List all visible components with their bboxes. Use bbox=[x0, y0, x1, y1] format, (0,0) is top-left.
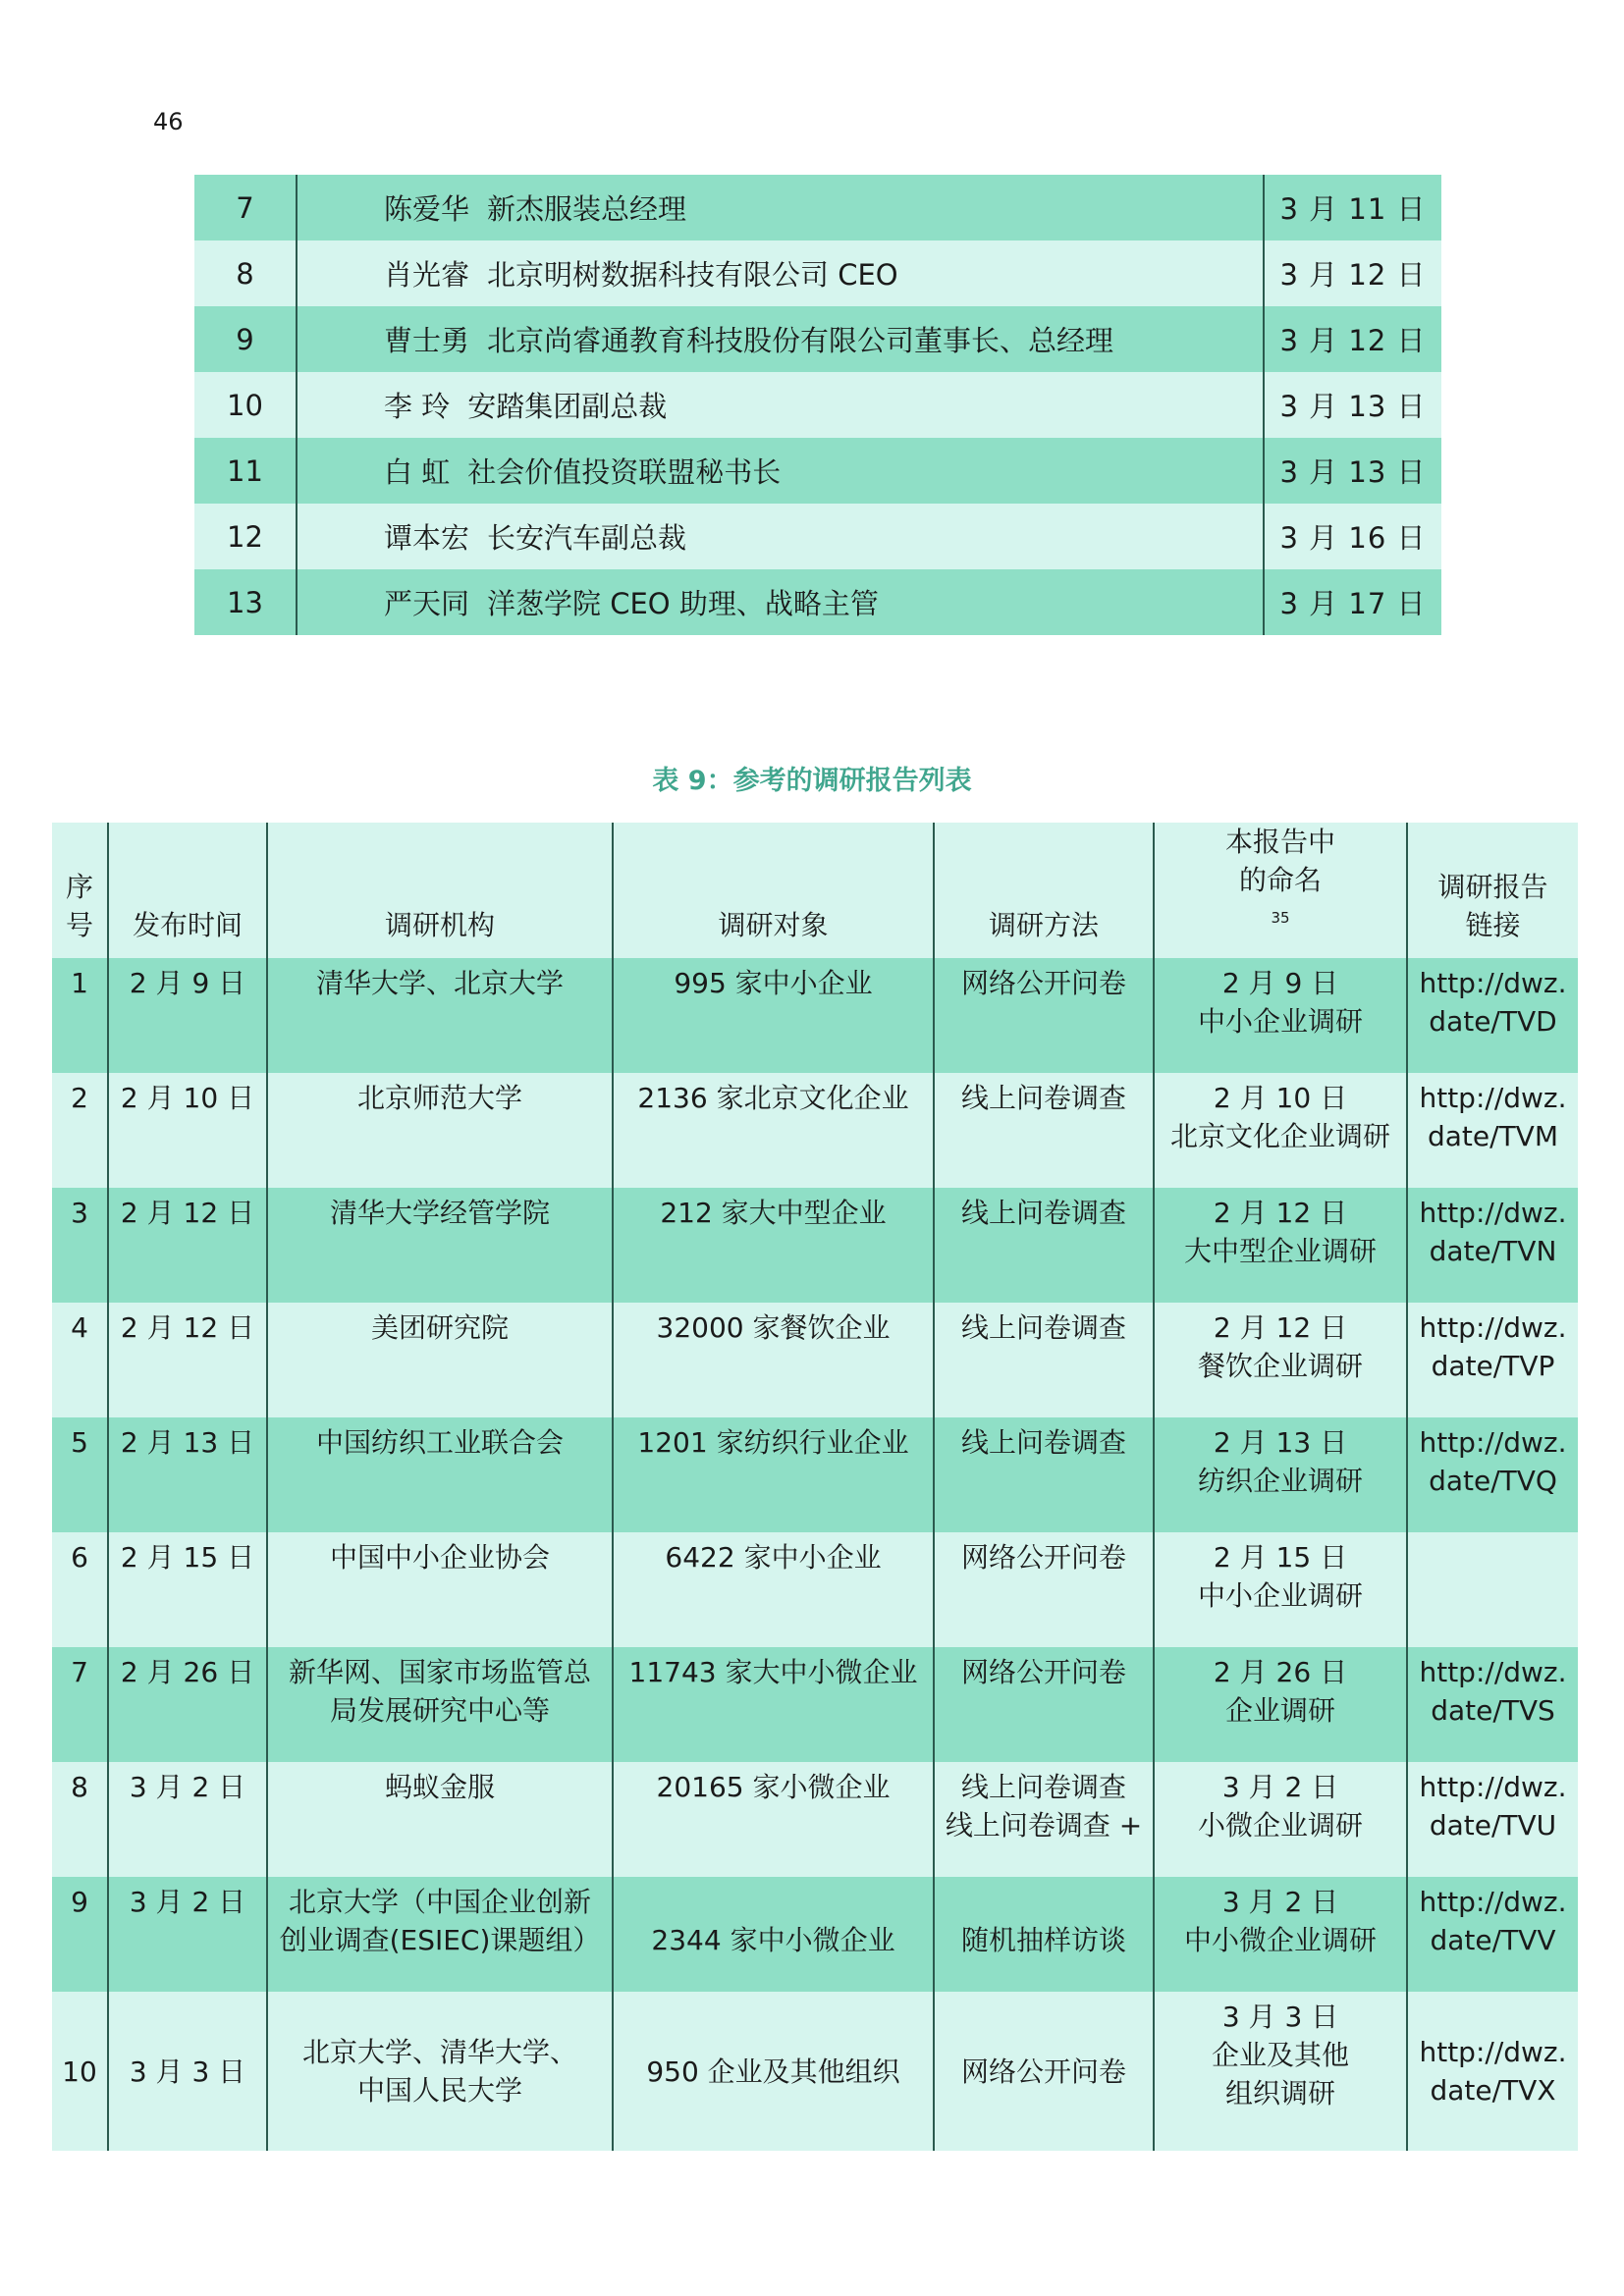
table-row bbox=[52, 1188, 1578, 1303]
cell-target: 950 企业及其他组织 bbox=[613, 1992, 934, 2151]
header-link: 调研报告 链接 bbox=[1407, 823, 1578, 958]
interviewee bbox=[297, 372, 1264, 438]
person-role: 北京明树数据科技有限公司 CEO bbox=[487, 258, 898, 292]
cell-org: 北京大学、清华大学、 中国人民大学 bbox=[267, 1992, 613, 2151]
cell-method: 随机抽样访谈 bbox=[934, 1877, 1154, 1992]
cell-seq: 4 bbox=[52, 1303, 108, 1417]
interviewee bbox=[297, 504, 1264, 569]
person-name: 陈爱华 bbox=[384, 192, 470, 226]
cell-link: http://dwz. date/TVS bbox=[1407, 1647, 1578, 1762]
person-name: 曹士勇 bbox=[384, 324, 470, 357]
cell-seq: 8 bbox=[52, 1762, 108, 1877]
table-row bbox=[194, 438, 1441, 504]
cell-method: 线上问卷调查 线上问卷调查 + bbox=[934, 1762, 1154, 1877]
cell-org: 美团研究院 bbox=[267, 1303, 613, 1417]
row-number: 9 bbox=[194, 306, 297, 372]
cell-seq: 2 bbox=[52, 1073, 108, 1188]
table-row bbox=[52, 1877, 1578, 1992]
cell-org: 蚂蚁金服 bbox=[267, 1762, 613, 1877]
cell-method: 网络公开问卷 bbox=[934, 1992, 1154, 2151]
cell-seq: 5 bbox=[52, 1417, 108, 1532]
cell-seq: 7 bbox=[52, 1647, 108, 1762]
cell-link: http://dwz. date/TVU bbox=[1407, 1762, 1578, 1877]
cell-time: 2 月 9 日 bbox=[108, 958, 267, 1073]
header-seq: 序 号 bbox=[52, 823, 108, 958]
row-number: 10 bbox=[194, 372, 297, 438]
cell-seq: 1 bbox=[52, 958, 108, 1073]
cell-target: 212 家大中型企业 bbox=[613, 1188, 934, 1303]
cell-org: 清华大学经管学院 bbox=[267, 1188, 613, 1303]
table-row bbox=[194, 240, 1441, 306]
person-role: 北京尚睿通教育科技股份有限公司董事长、总经理 bbox=[487, 324, 1114, 357]
cell-org: 中国纺织工业联合会 bbox=[267, 1417, 613, 1532]
cell-name: 3 月 2 日 小微企业调研 bbox=[1154, 1762, 1407, 1877]
row-number: 12 bbox=[194, 504, 297, 569]
cell-name: 3 月 2 日 中小微企业调研 bbox=[1154, 1877, 1407, 1992]
cell-target: 11743 家大中小微企业 bbox=[613, 1647, 934, 1762]
interviewee bbox=[297, 240, 1264, 306]
person-name: 肖光睿 bbox=[384, 258, 470, 292]
person-role: 洋葱学院 CEO 助理、战略主管 bbox=[487, 587, 879, 620]
person-role: 新杰服装总经理 bbox=[487, 192, 687, 226]
cell-method: 线上问卷调查 bbox=[934, 1303, 1154, 1417]
cell-method: 线上问卷调查 bbox=[934, 1073, 1154, 1188]
interviewee bbox=[297, 306, 1264, 372]
cell-link: http://dwz. date/TVX bbox=[1407, 1992, 1578, 2151]
table-row bbox=[52, 1417, 1578, 1532]
cell-target: 32000 家餐饮企业 bbox=[613, 1303, 934, 1417]
cell-link: http://dwz. date/TVP bbox=[1407, 1303, 1578, 1417]
person-name: 谭本宏 bbox=[384, 521, 470, 555]
cell-method: 网络公开问卷 bbox=[934, 1647, 1154, 1762]
cell-org: 新华网、国家市场监管总 局发展研究中心等 bbox=[267, 1647, 613, 1762]
interview-date: 3 月 11 日 bbox=[1264, 175, 1441, 240]
person-name: 白 虹 bbox=[384, 455, 451, 489]
person-role: 安踏集团副总裁 bbox=[467, 390, 668, 423]
footnote-marker: 35 bbox=[1271, 909, 1290, 927]
cell-method: 线上问卷调查 bbox=[934, 1188, 1154, 1303]
cell-name: 2 月 15 日 中小企业调研 bbox=[1154, 1532, 1407, 1647]
cell-name: 2 月 26 日 企业调研 bbox=[1154, 1647, 1407, 1762]
cell-name: 2 月 12 日 餐饮企业调研 bbox=[1154, 1303, 1407, 1417]
cell-time: 2 月 10 日 bbox=[108, 1073, 267, 1188]
cell-org: 北京大学（中国企业创新 创业调查(ESIEC)课题组） bbox=[267, 1877, 613, 1992]
cell-time: 2 月 26 日 bbox=[108, 1647, 267, 1762]
interviewee bbox=[297, 438, 1264, 504]
interviewee bbox=[297, 175, 1264, 240]
cell-target: 20165 家小微企业 bbox=[613, 1762, 934, 1877]
cell-name: 2 月 9 日 中小企业调研 bbox=[1154, 958, 1407, 1073]
cell-target: 6422 家中小企业 bbox=[613, 1532, 934, 1647]
cell-seq: 6 bbox=[52, 1532, 108, 1647]
cell-org: 中国中小企业协会 bbox=[267, 1532, 613, 1647]
cell-method: 线上问卷调查 bbox=[934, 1417, 1154, 1532]
table-row bbox=[52, 1647, 1578, 1762]
header-method: 调研方法 bbox=[934, 823, 1154, 958]
table-row bbox=[194, 372, 1441, 438]
cell-link bbox=[1407, 1532, 1578, 1647]
interview-date: 3 月 13 日 bbox=[1264, 372, 1441, 438]
survey-reports-table bbox=[52, 823, 1578, 2151]
table-caption: 表 9：参考的调研报告列表 bbox=[652, 766, 972, 796]
person-name: 严天同 bbox=[384, 587, 470, 620]
cell-link: http://dwz. date/TVD bbox=[1407, 958, 1578, 1073]
cell-time: 2 月 12 日 bbox=[108, 1188, 267, 1303]
table-row bbox=[52, 1762, 1578, 1877]
row-number: 11 bbox=[194, 438, 297, 504]
row-number: 7 bbox=[194, 175, 297, 240]
cell-target: 2136 家北京文化企业 bbox=[613, 1073, 934, 1188]
cell-method: 网络公开问卷 bbox=[934, 1532, 1154, 1647]
cell-org: 清华大学、北京大学 bbox=[267, 958, 613, 1073]
cell-seq: 3 bbox=[52, 1188, 108, 1303]
person-role: 社会价值投资联盟秘书长 bbox=[467, 455, 782, 489]
interview-date: 3 月 12 日 bbox=[1264, 240, 1441, 306]
cell-name: 2 月 12 日 大中型企业调研 bbox=[1154, 1188, 1407, 1303]
cell-link: http://dwz. date/TVQ bbox=[1407, 1417, 1578, 1532]
table-row bbox=[52, 1992, 1578, 2151]
table-row bbox=[194, 175, 1441, 240]
interviewee bbox=[297, 569, 1264, 635]
interview-date: 3 月 12 日 bbox=[1264, 306, 1441, 372]
cell-target: 995 家中小企业 bbox=[613, 958, 934, 1073]
cell-name: 2 月 10 日 北京文化企业调研 bbox=[1154, 1073, 1407, 1188]
interview-date: 3 月 17 日 bbox=[1264, 569, 1441, 635]
interview-table-continued bbox=[194, 175, 1441, 635]
table-row bbox=[194, 569, 1441, 635]
table-row bbox=[52, 1303, 1578, 1417]
header-name: 本报告中 的命名 $^{35}$ bbox=[1154, 823, 1407, 958]
person-role: 长安汽车副总裁 bbox=[487, 521, 687, 555]
cell-target: 2344 家中小微企业 bbox=[613, 1877, 934, 1992]
table-row bbox=[52, 1073, 1578, 1188]
table-row bbox=[194, 504, 1441, 569]
row-number: 8 bbox=[194, 240, 297, 306]
cell-seq: 10 bbox=[52, 1992, 108, 2151]
page-number: 46 bbox=[153, 108, 184, 135]
header-target: 调研对象 bbox=[613, 823, 934, 958]
interview-date: 3 月 13 日 bbox=[1264, 438, 1441, 504]
cell-time: 2 月 13 日 bbox=[108, 1417, 267, 1532]
cell-time: 3 月 2 日 bbox=[108, 1877, 267, 1992]
person-name: 李 玲 bbox=[384, 390, 451, 423]
cell-org: 北京师范大学 bbox=[267, 1073, 613, 1188]
header-org: 调研机构 bbox=[267, 823, 613, 958]
row-number: 13 bbox=[194, 569, 297, 635]
cell-target: 1201 家纺织行业企业 bbox=[613, 1417, 934, 1532]
cell-time: 2 月 12 日 bbox=[108, 1303, 267, 1417]
table-row bbox=[194, 306, 1441, 372]
table-row bbox=[52, 1532, 1578, 1647]
cell-name: 3 月 3 日 企业及其他 组织调研 bbox=[1154, 1992, 1407, 2151]
cell-link: http://dwz. date/TVV bbox=[1407, 1877, 1578, 1992]
table-row bbox=[52, 958, 1578, 1073]
cell-link: http://dwz. date/TVN bbox=[1407, 1188, 1578, 1303]
cell-time: 3 月 2 日 bbox=[108, 1762, 267, 1877]
interview-date: 3 月 16 日 bbox=[1264, 504, 1441, 569]
cell-time: 2 月 15 日 bbox=[108, 1532, 267, 1647]
cell-time: 3 月 3 日 bbox=[108, 1992, 267, 2151]
cell-seq: 9 bbox=[52, 1877, 108, 1992]
cell-link: http://dwz. date/TVM bbox=[1407, 1073, 1578, 1188]
cell-name: 2 月 13 日 纺织企业调研 bbox=[1154, 1417, 1407, 1532]
cell-method: 网络公开问卷 bbox=[934, 958, 1154, 1073]
header-row bbox=[52, 823, 1578, 958]
header-time: 发布时间 bbox=[108, 823, 267, 958]
